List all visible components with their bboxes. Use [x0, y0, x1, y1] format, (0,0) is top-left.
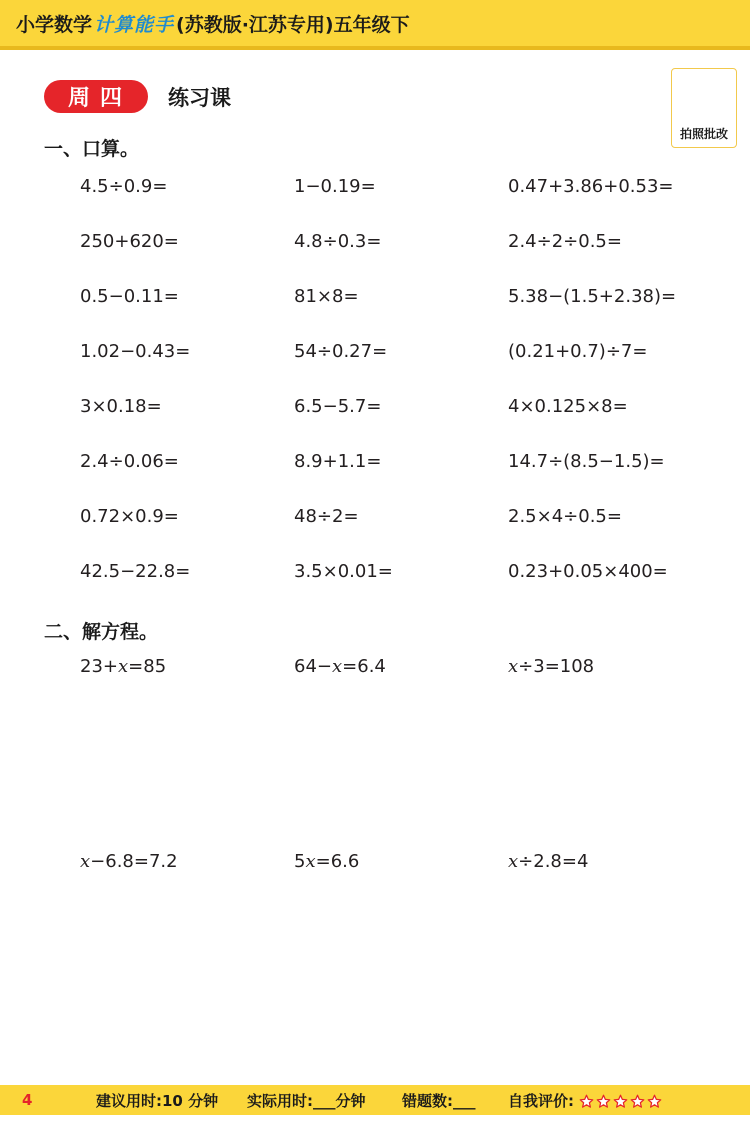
day-badge: 周四 [44, 80, 148, 113]
equation-left: 23+ [80, 656, 118, 677]
rating-stars[interactable] [579, 1094, 662, 1109]
mental-math-problem: 54÷0.27= [294, 341, 388, 362]
mental-math-problem: 14.7÷(8.5−1.5)= [508, 451, 665, 472]
equation-variable: x [508, 656, 519, 677]
equation-right: −6.8=7.2 [90, 851, 178, 872]
section-title-mental-math: 一、口算。 [44, 138, 140, 160]
star-icon[interactable] [613, 1094, 628, 1109]
equation-right: ÷3=108 [518, 656, 595, 677]
equation-right: ÷2.8=4 [518, 851, 589, 872]
equation-right: =6.4 [342, 656, 386, 677]
mental-math-problem: 250+620= [80, 231, 179, 252]
mental-math-problem: 42.5−22.8= [80, 561, 191, 582]
equation [80, 851, 178, 872]
mental-math-problem: 2.5×4÷0.5= [508, 506, 622, 527]
actual-time: 实际用时:___分钟 [247, 1091, 366, 1110]
equation [80, 656, 166, 677]
mental-math-problem: 1−0.19= [294, 176, 376, 197]
equation [508, 851, 588, 872]
header-bar [0, 0, 750, 50]
star-icon[interactable] [630, 1094, 645, 1109]
suggested-time: 建议用时:10 分钟 [96, 1091, 219, 1110]
equation-variable: x [80, 851, 91, 872]
self-evaluation-label: 自我评价: [508, 1091, 574, 1110]
mental-math-problem: 3.5×0.01= [294, 561, 393, 582]
footer-bar [0, 1085, 750, 1115]
header-suffix: (苏教版·江苏专用)五年级下 [176, 13, 410, 36]
equation [508, 656, 594, 677]
mental-math-problem: 5.38−(1.5+2.38)= [508, 286, 677, 307]
equation-left: 5 [294, 851, 306, 872]
page-number: 4 [22, 1091, 33, 1109]
equation-right: =85 [128, 656, 167, 677]
mental-math-problem: (0.21+0.7)÷7= [508, 341, 648, 362]
header-brand: 计算能手 [94, 13, 175, 36]
star-icon[interactable] [579, 1094, 594, 1109]
mental-math-problem: 48÷2= [294, 506, 359, 527]
photo-grading-box[interactable] [671, 68, 737, 148]
mental-math-problem: 4.5÷0.9= [80, 176, 168, 197]
mental-math-problem: 0.5−0.11= [80, 286, 179, 307]
error-count: 错题数:___ [402, 1091, 476, 1110]
mental-math-problem: 6.5−5.7= [294, 396, 382, 417]
mental-math-problem: 81×8= [294, 286, 359, 307]
mental-math-problem: 4×0.125×8= [508, 396, 628, 417]
equation-variable: x [332, 656, 343, 677]
section-title-equations: 二、解方程。 [44, 621, 159, 643]
equation-right: =6.6 [315, 851, 360, 872]
mental-math-problem: 3×0.18= [80, 396, 162, 417]
equation-variable: x [508, 851, 519, 872]
header-prefix: 小学数学 [16, 13, 93, 36]
equation-variable: x [118, 656, 129, 677]
equation-variable: x [305, 851, 316, 872]
mental-math-problem: 4.8÷0.3= [294, 231, 382, 252]
mental-math-problem: 2.4÷2÷0.5= [508, 231, 622, 252]
mental-math-problem: 0.23+0.05×400= [508, 561, 668, 582]
mental-math-problem: 0.47+3.86+0.53= [508, 176, 674, 197]
mental-math-problem: 0.72×0.9= [80, 506, 179, 527]
lesson-title: 练习课 [168, 86, 231, 110]
equation [294, 656, 386, 677]
self-evaluation [508, 1090, 662, 1111]
mental-math-problem: 1.02−0.43= [80, 341, 191, 362]
photo-grading-label: 拍照批改 [679, 127, 728, 141]
equation [294, 851, 359, 872]
star-icon[interactable] [596, 1094, 611, 1109]
mental-math-problem: 8.9+1.1= [294, 451, 382, 472]
mental-math-problem: 2.4÷0.06= [80, 451, 179, 472]
equation-left: 64− [294, 656, 332, 677]
star-icon[interactable] [647, 1094, 662, 1109]
